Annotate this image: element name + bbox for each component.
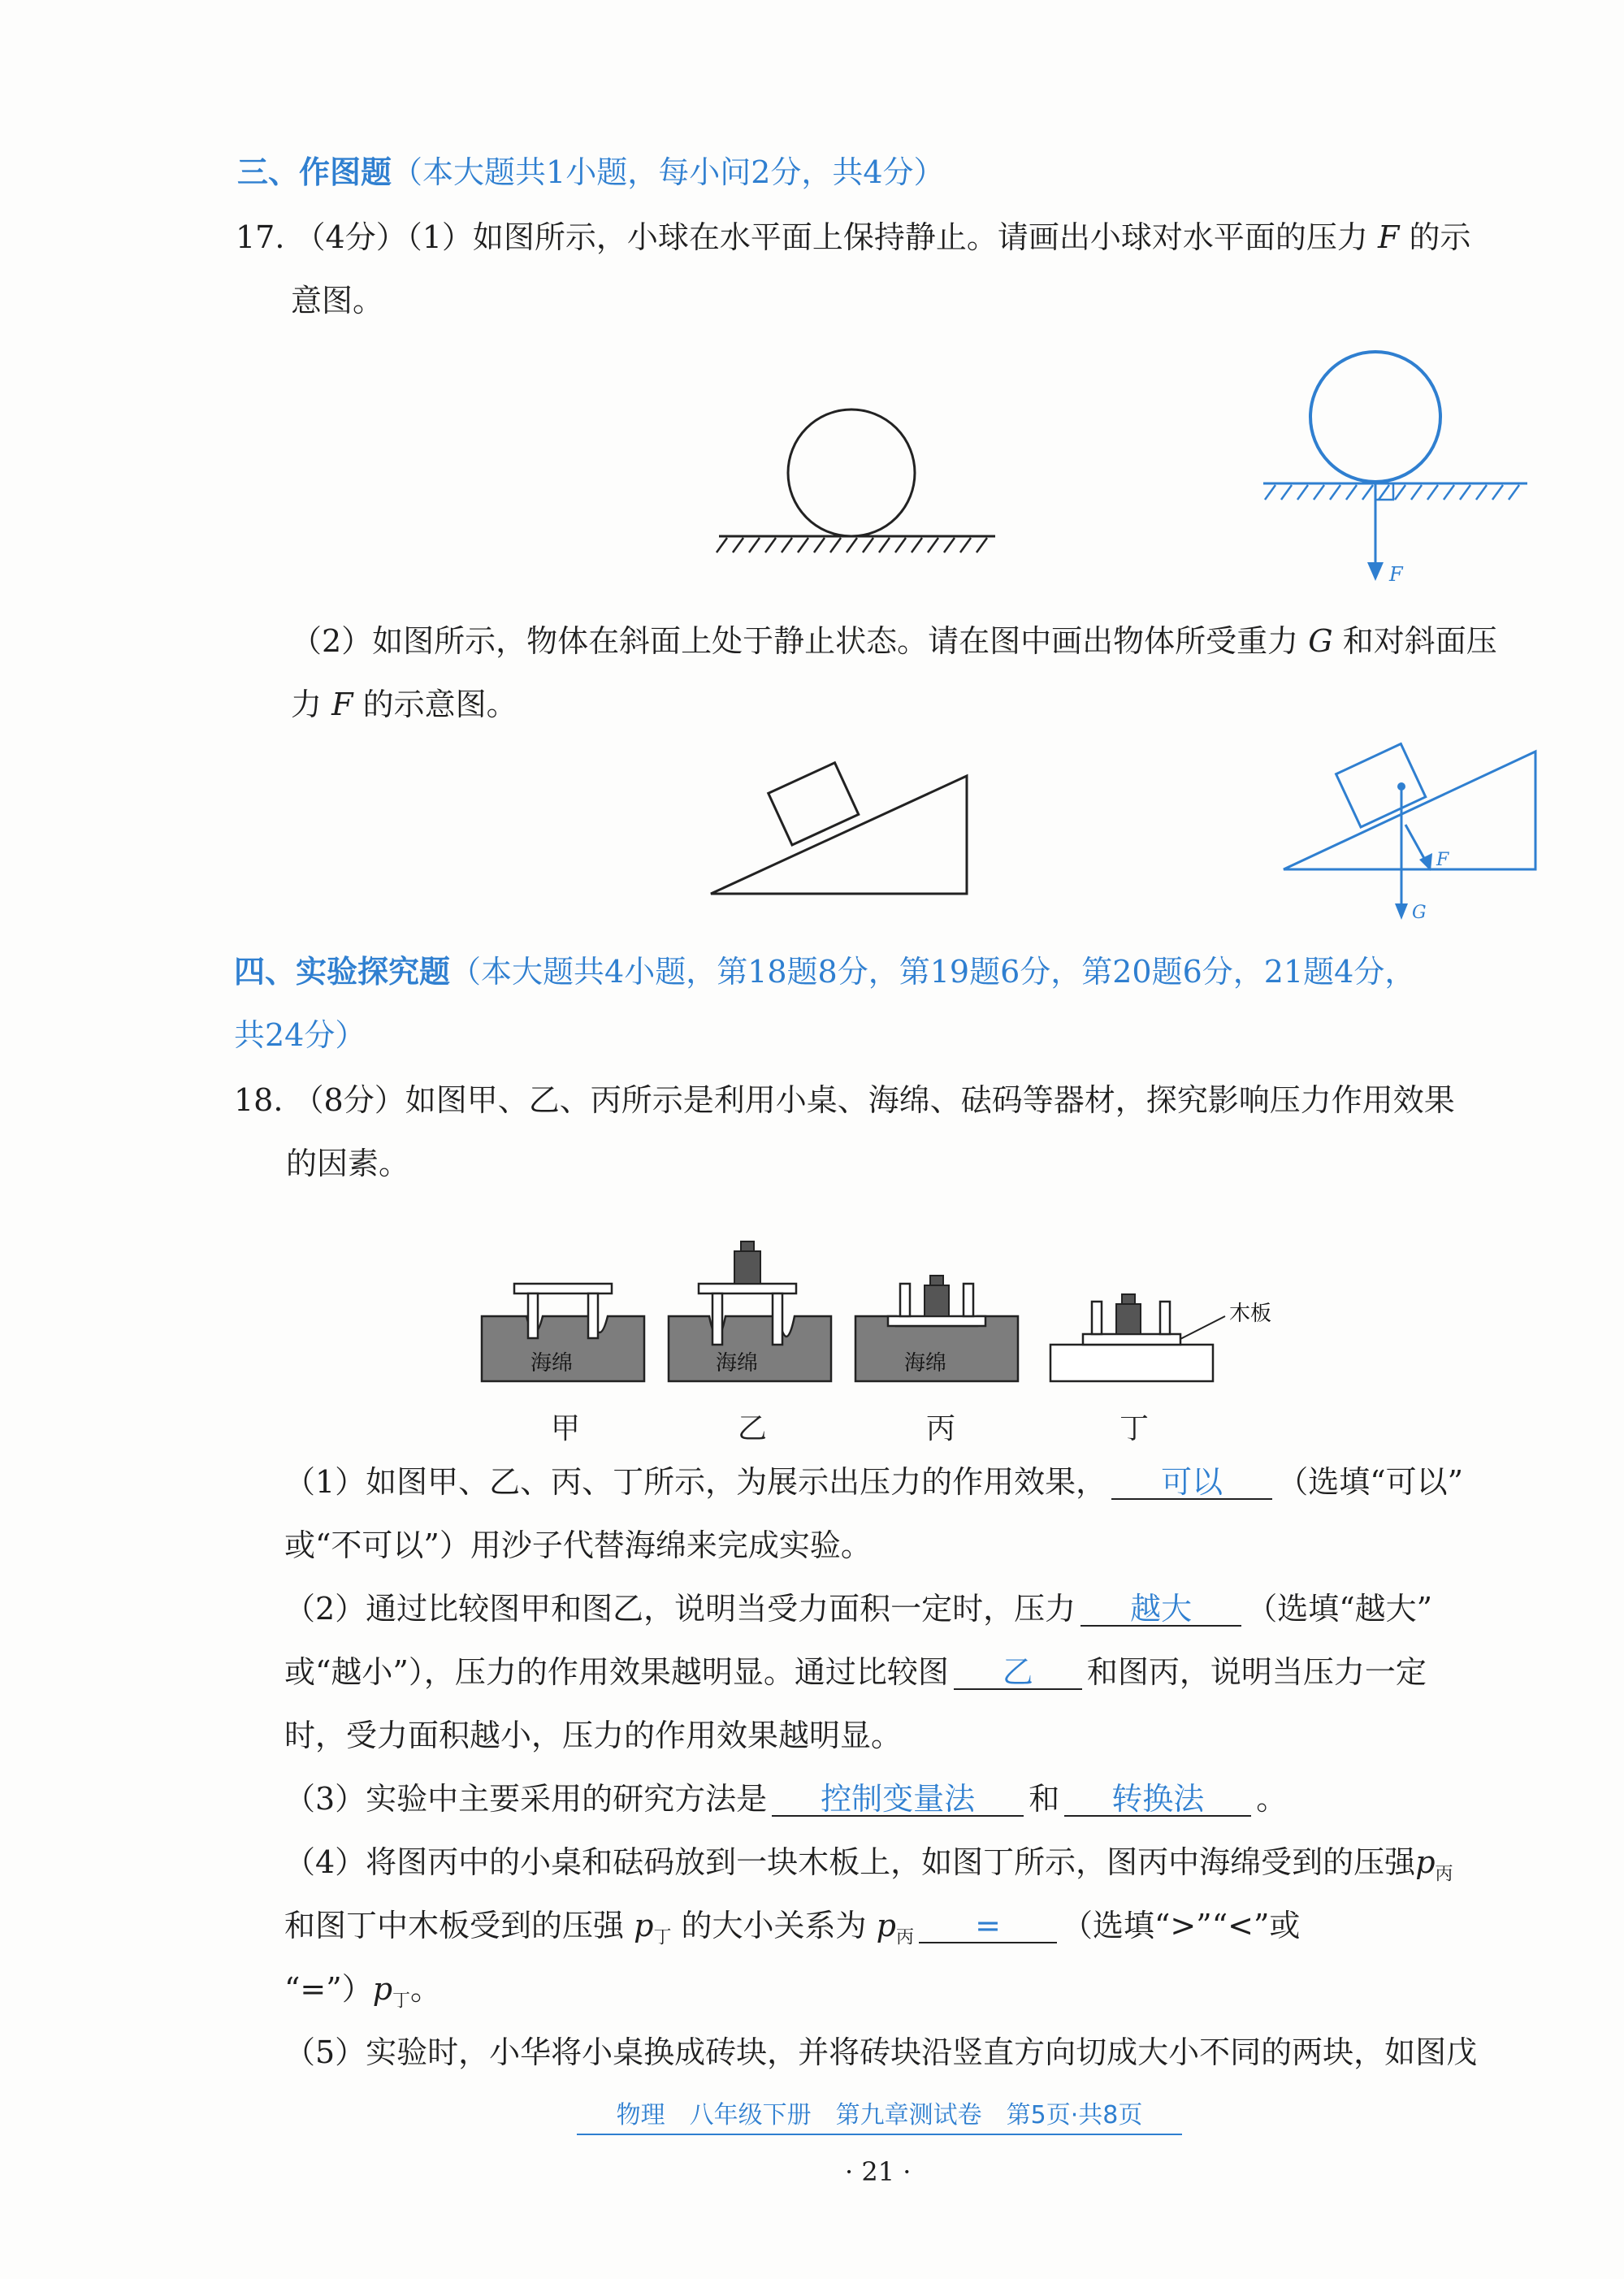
text: 的大小关系为 bbox=[681, 1908, 867, 1943]
sub-bing: 丙 bbox=[895, 1927, 914, 1948]
experiment-yi bbox=[669, 1241, 831, 1381]
text: 。 bbox=[1256, 1781, 1288, 1817]
text: 。 bbox=[410, 1971, 442, 2007]
text: （选填“可以” bbox=[1277, 1464, 1464, 1500]
q18-line1: 18. （8分）如图甲、乙、丙所示是利用小桌、海绵、砝码等器材，探究影响压力作用效果 bbox=[234, 1082, 1455, 1118]
text: （选填“越大” bbox=[1246, 1591, 1433, 1627]
sub-ding: 丁 bbox=[653, 1927, 672, 1948]
q17-p2-text-b: 和对斜面压 bbox=[1342, 623, 1497, 659]
q17-line1 bbox=[236, 219, 1470, 255]
q18-p2-line3: 时，受力面积越小，压力的作用效果越明显。 bbox=[284, 1718, 903, 1753]
board-label: 木板 bbox=[1229, 1302, 1272, 1326]
q17-p2-text-d: 的示意图。 bbox=[362, 687, 518, 722]
var-F: F bbox=[1377, 219, 1400, 255]
experiment-ding bbox=[1050, 1294, 1271, 1381]
ball-answer-figure bbox=[1259, 349, 1535, 593]
section-title: 三、作图题 bbox=[237, 154, 392, 190]
var-p: p bbox=[1415, 1844, 1436, 1880]
sub-bing: 丙 bbox=[1435, 1864, 1453, 1885]
section-note: （本大题共4小题，第18题8分，第19题6分，第20题6分，21题4分， bbox=[450, 954, 1416, 990]
text: 和图丁中木板受到的压强 bbox=[284, 1908, 625, 1943]
q17-p2-line2 bbox=[291, 687, 518, 722]
var-p: p bbox=[372, 1971, 393, 2007]
answer-blank-5: 转换法 bbox=[1064, 1783, 1251, 1817]
q18-p1-line2: 或“不可以”）用沙子代替海绵来完成实验。 bbox=[284, 1527, 872, 1563]
gravity-G-label: G bbox=[1412, 903, 1427, 923]
section-note: （本大题共1小题，每小问2分，共4分） bbox=[392, 154, 945, 190]
text: （4）将图丙中的小桌和砝码放到一块木板上，如图丁所示，图丙中海绵受到的压强 bbox=[284, 1844, 1416, 1880]
experiment-jia bbox=[482, 1284, 644, 1381]
q18-p1-line1 bbox=[284, 1464, 1463, 1500]
answer-blank-6: = bbox=[919, 1909, 1057, 1943]
sponge-label: 海绵 bbox=[531, 1351, 574, 1376]
q18-p3-line1 bbox=[284, 1781, 1287, 1817]
q18-p4-line1 bbox=[284, 1844, 1453, 1893]
label-ding: 丁 bbox=[1119, 1412, 1150, 1445]
q18-p2-line1 bbox=[284, 1591, 1432, 1627]
q18-p4-line3 bbox=[284, 1971, 441, 2020]
q17-p2-text-c: 力 bbox=[291, 687, 323, 722]
q18-p4-line2 bbox=[284, 1908, 1300, 1956]
var-p: p bbox=[634, 1908, 654, 1943]
text: 或“越小”），压力的作用效果越明显。通过比较图 bbox=[284, 1654, 949, 1690]
answer-blank-4: 控制变量法 bbox=[772, 1783, 1024, 1817]
section-4-heading bbox=[234, 954, 1415, 990]
section-4-note-2: 共24分） bbox=[234, 1017, 366, 1053]
var-F2: F bbox=[331, 687, 353, 722]
experiment-figure bbox=[478, 1235, 1290, 1454]
text: （1）如图甲、乙、丙、丁所示，为展示出压力的作用效果， bbox=[284, 1464, 1107, 1500]
answer-blank-3: 乙 bbox=[954, 1656, 1082, 1690]
sponge-label: 海绵 bbox=[904, 1351, 947, 1376]
answer-blank-1: 可以 bbox=[1111, 1466, 1272, 1500]
q18-p2-line2 bbox=[284, 1654, 1427, 1690]
text: 和图丙，说明当压力一定 bbox=[1086, 1654, 1427, 1690]
ball-on-ground-figure bbox=[715, 406, 1007, 601]
q18-line2: 的因素。 bbox=[286, 1146, 410, 1181]
q17-text-b: 的示 bbox=[1409, 219, 1471, 255]
answer-blank-2: 越大 bbox=[1081, 1592, 1241, 1627]
var-p: p bbox=[876, 1908, 896, 1943]
section-3-heading bbox=[237, 154, 945, 190]
q17-p2-line1 bbox=[291, 623, 1497, 659]
force-F-label: F bbox=[1389, 563, 1403, 586]
label-yi: 乙 bbox=[738, 1412, 768, 1445]
text: （3）实验中主要采用的研究方法是 bbox=[284, 1781, 768, 1817]
q17-line2: 意图。 bbox=[291, 283, 384, 318]
incline-answer-figure bbox=[1280, 747, 1556, 926]
sub-ding: 丁 bbox=[392, 1991, 411, 2012]
var-G: G bbox=[1308, 623, 1333, 659]
text: 和 bbox=[1029, 1781, 1060, 1817]
text: （选填“>”“<”或 bbox=[1062, 1908, 1301, 1943]
experiment-bing bbox=[855, 1276, 1018, 1381]
q17-p2-text: （2）如图所示，物体在斜面上处于静止状态。请在图中画出物体所受重力 bbox=[291, 623, 1299, 659]
section-title: 四、实验探究题 bbox=[234, 954, 451, 990]
text: （2）通过比较图甲和图乙，说明当受力面积一定时，压力 bbox=[284, 1591, 1076, 1627]
text: “=”） bbox=[284, 1971, 373, 2007]
incline-figure bbox=[707, 772, 999, 902]
label-bing: 丙 bbox=[926, 1412, 956, 1445]
q17-text: 17. （4分）（1）如图所示，小球在水平面上保持静止。请画出小球对水平面的压力 bbox=[236, 219, 1368, 255]
q18-p5-line1: （5）实验时，小华将小桌换成砖块，并将砖块沿竖直方向切成大小不同的两块，如图戊 bbox=[284, 2034, 1478, 2070]
sponge-label: 海绵 bbox=[716, 1351, 759, 1376]
page-footer: 物理 八年级下册 第九章测试卷 第5页·共8页 bbox=[577, 2098, 1182, 2135]
pressure-F-label: F bbox=[1436, 850, 1449, 870]
page-number: · 21 · bbox=[845, 2156, 912, 2187]
label-jia: 甲 bbox=[551, 1412, 581, 1445]
